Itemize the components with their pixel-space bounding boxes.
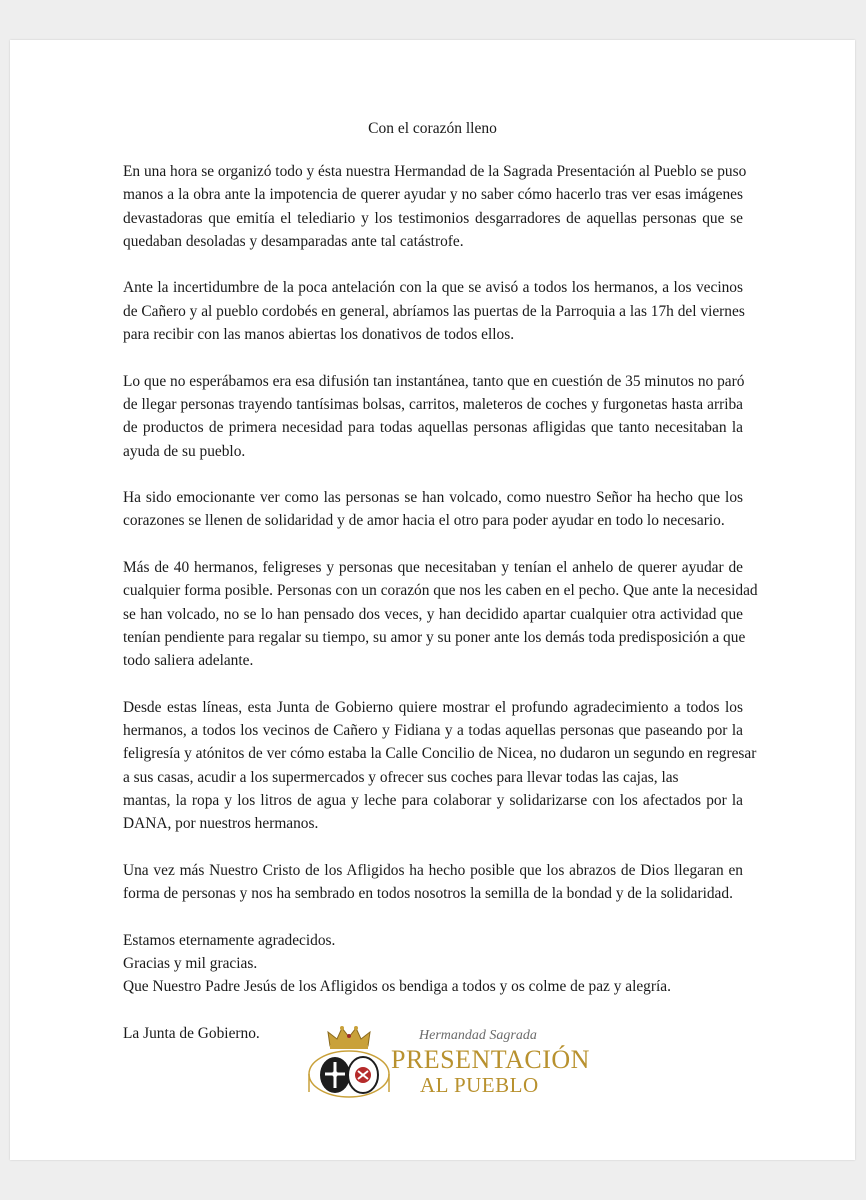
text-line: DANA, por nuestros hermanos. (123, 815, 319, 833)
text-line: Ha sido emocionante ver como las personas se han volcado, como nuestro Señor ha hecho que los (123, 489, 743, 507)
text-line: de Cañero y al pueblo cordobés en general, abríamos las puertas de la Parroquia a las 17h del viernes (123, 302, 745, 320)
closing-block (123, 929, 743, 999)
document-body (123, 160, 758, 1045)
text-line: quedaban desoladas y desamparadas ante tal catástrofe. (123, 232, 464, 250)
signature: La Junta de Gobierno. (123, 1024, 260, 1042)
text-line: hermanos, a todos los vecinos de Cañero y Fidiana y a todas aquellas personas que paseando por la (123, 722, 743, 740)
closing-line: Estamos eternamente agradecidos. (123, 931, 336, 949)
closing-line: Gracias y mil gracias. (123, 955, 258, 973)
text-line: Desde estas líneas, esta Junta de Gobierno quiere mostrar el profundo agradecimiento a todos los (123, 698, 743, 716)
text-line: feligresía y atónitos de ver cómo estaba la Calle Concilio de Nicea, no dudaron un segundo en regresar (123, 745, 757, 763)
text-line: manos a la obra ante la impotencia de querer ayudar y no saber cómo hacerlo tras ver esas imágenes (123, 186, 743, 204)
closing-line: Que Nuestro Padre Jesús de los Afligidos os bendiga a todos y os colme de paz y alegría. (123, 978, 671, 996)
text-line: tenían pendiente para regalar su tiempo, su amor y su poner ante los demás toda predisposición a que (123, 628, 746, 646)
paragraph-1 (123, 160, 747, 253)
text-line: de llegar personas trayendo tantísimas bolsas, carritos, maleteros de coches y furgonetas hasta arriba (123, 395, 743, 413)
logo-subtitle: Hermandad Sagrada (419, 1028, 537, 1043)
document-title: Con el corazón lleno (368, 120, 497, 137)
text-line: mantas, la ropa y los litros de agua y leche para colaborar y solidarizarse con los afectados por la (123, 792, 743, 810)
paragraph-6 (123, 696, 757, 836)
text-line: Más de 40 hermanos, feligreses y personas que necesitaban y tenían el anhelo de querer ayudar de (123, 559, 743, 577)
logo-title: PRESENTACIÓN (391, 1045, 590, 1074)
paragraph-4 (123, 486, 743, 533)
paragraph-7 (123, 859, 743, 906)
text-line: se han volcado, no se lo han pensado dos veces, y han decidido apartar cualquier otra actividad que (123, 605, 743, 623)
text-line: devastadoras que emitía el telediario y los testimonios desgarradores de aquellas personas que se (123, 209, 743, 227)
text-line: Lo que no esperábamos era esa difusión tan instantánea, tanto que en cuestión de 35 minutos no paró (123, 372, 745, 390)
text-line: En una hora se organizó todo y ésta nuestra Hermandad de la Sagrada Presentación al Pueblo se puso (123, 163, 747, 180)
document-page (10, 40, 855, 1160)
paragraph-3 (123, 370, 743, 463)
text-line: Ante la incertidumbre de la poca antelación con la que se avisó a todos los hermanos, a los vecinos (123, 279, 743, 297)
text-line: forma de personas y nos ha sembrado en todos nosotros la semilla de la bondad y de la solidaridad. (123, 885, 733, 903)
brotherhood-logo (306, 1024, 590, 1100)
paragraph-2 (123, 276, 743, 346)
text-line: de productos de primera necesidad para todas aquellas personas afligidas que tanto necesitaban la (123, 419, 743, 437)
text-line: para recibir con las manos abiertas los donativos de todos ellos. (123, 326, 515, 344)
text-line: Una vez más Nuestro Cristo de los Afligidos ha hecho posible que los abrazos de Dios llegaran en (123, 861, 743, 879)
coat-of-arms-icon (306, 1024, 392, 1100)
text-line: a sus casas, acudir a los supermercados y ofrecer sus coches para llevar todas las cajas, las (123, 768, 679, 786)
text-line: todo saliera adelante. (123, 652, 254, 670)
text-line: cualquier forma posible. Personas con un corazón que nos les caben en el pecho. Que ante la necesidad (123, 582, 758, 600)
paragraph-5 (123, 556, 758, 672)
text-line: corazones se llenen de solidaridad y de amor hacia el otro para poder ayudar en todo lo necesario. (123, 512, 725, 530)
logo-title-line2: AL PUEBLO (420, 1073, 539, 1097)
text-line: ayuda de su pueblo. (123, 442, 246, 460)
